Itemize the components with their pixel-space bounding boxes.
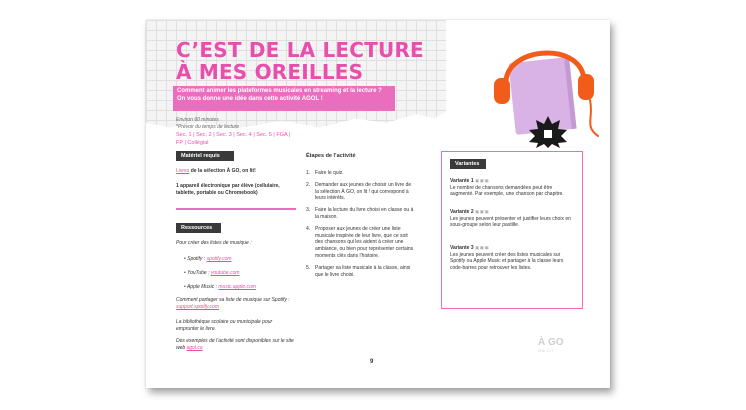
share-text: Comment partager sa liste de musique sur Spotify :: [176, 297, 290, 303]
variant-title: Variante 3: [450, 245, 474, 251]
etapes-header: Étapes de l’activité: [306, 153, 356, 159]
youtube-link[interactable]: youtube.com: [210, 270, 240, 276]
library-note: La bibliothèque scolaire ou municipale pour emprunter le livre.: [176, 319, 273, 332]
spotify-link[interactable]: spotify.com: [206, 256, 232, 262]
ressource-label: Apple Music :: [186, 284, 219, 290]
step-item: 2. Demander aux jeunes de choisir un livre de la sélection À GO, on lit ! qui correspond à leurs intérêts.: [306, 182, 416, 202]
variant-item: [450, 245, 576, 271]
step-item: 1. Faire le quiz.: [306, 170, 344, 176]
step-text: Demander aux jeunes de choisir un livre de la sélection À GO, on lit ! qui correspond à leurs intérêts.: [315, 181, 412, 202]
document-page: [146, 20, 610, 388]
ressource-label: Spotify :: [187, 256, 207, 262]
variant-text: Le nombre de chansons demandées peut être augmenté. Par exemple, une chanson par chapitre.: [450, 184, 564, 197]
materiel-item-2: 1 appareil électronique par élève (cellulaire, tablette, portable ou Chromebook): [176, 183, 280, 196]
examples-note: [176, 338, 298, 352]
title-line-2: À MES OREILLES: [176, 60, 364, 84]
examples-text: Des exemples de l’activité sont disponibles sur le site web: [176, 338, 294, 351]
livres-link[interactable]: Livres: [176, 168, 190, 174]
variant-item: [450, 178, 576, 198]
badge-squares: ▣▣▣: [475, 178, 490, 183]
step-text: Faire la lecture du livre choisi en classe ou à la maison.: [315, 207, 414, 220]
ressources-header: Ressources: [176, 223, 221, 233]
ressource-label: YouTube :: [187, 270, 211, 276]
materiel-item-1: [176, 168, 296, 175]
duration-note: *Prévoir du temps de lecture: [176, 123, 240, 130]
ressource-youtube: • YouTube : youtube.com: [184, 270, 240, 276]
subtitle-banner: Comment animer les plateformes musicales en streaming et la lecture ? On vous donne une idée dans cette activité AGOL !: [173, 86, 395, 111]
badge-squares: ▣▣▣: [475, 245, 490, 250]
logo-sub: ON LIT: [538, 348, 554, 353]
step-text: Faire le quiz.: [315, 170, 344, 176]
variant-title: Variante 1: [450, 178, 474, 184]
step-item: 4. Proposer aux jeunes de créer une liste musicale inspirée de leur livre, que ce soit des chansons qui les aident à créer une ambiance, ou bien pour représenter certains moments clés dans l’histoire.: [306, 226, 416, 260]
duration-block: [176, 117, 239, 130]
variant-text: Les jeunes peuvent présenter et justifier leurs choix en sous-groupe selon leur pastille.: [450, 215, 571, 228]
page-title: [176, 39, 426, 83]
headphones-book-illustration: [486, 30, 604, 148]
share-link[interactable]: support.spotify.com: [176, 303, 219, 310]
step-item: 3. Faire la lecture du livre choisi en classe ou à la maison.: [306, 207, 416, 221]
apple-music-link[interactable]: music.apple.com: [218, 284, 256, 290]
materiel-header: Matériel requis: [176, 151, 234, 161]
variantes-header: Variantes: [450, 159, 486, 169]
steps-list: [306, 170, 416, 283]
share-instructions: [176, 297, 296, 311]
page-number: 9: [370, 359, 374, 365]
badge-squares: ▣▣▣: [475, 209, 490, 214]
materiel-item-1-text: de la sélection À GO, on lit!: [189, 168, 256, 174]
duration-text: Environ 60 minutes: [176, 117, 219, 123]
ressource-apple-music: • Apple Music : music.apple.com: [184, 284, 256, 290]
variant-title: Variante 2: [450, 209, 474, 215]
variant-item: [450, 209, 576, 229]
variants-panel: [441, 151, 583, 309]
step-text: Partager sa liste musicale à la classe, ainsi que le livre choisi.: [315, 264, 411, 278]
section-divider: [176, 208, 296, 210]
step-text: Proposer aux jeunes de créer une liste musicale inspirée de leur livre, que ce soit des chansons qui les aident à créer une ambiance, ou bien pour représenter certains moments clés dans l’histoire.: [315, 225, 414, 259]
ressources-intro: Pour créer des listes de musique :: [176, 240, 252, 246]
logo-main: À GO: [538, 337, 564, 348]
school-levels: Sec. 1 | Sec. 2 | Sec. 3 | Sec. 4 | Sec. 5 | FGA | FP | Collégial: [176, 132, 291, 146]
title-line-1: C’EST DE LA LECTURE: [176, 38, 424, 62]
variant-text: Les jeunes peuvent créer des listes musicales sur Spotify ou Apple Music et partager à la classe leurs code-barres pour retrouver les listes.: [450, 251, 564, 271]
agol-link[interactable]: agol.ca: [186, 344, 203, 351]
ressource-spotify: • Spotify : spotify.com: [184, 256, 232, 262]
agol-logo: [538, 338, 572, 356]
step-item: 5. Partager sa liste musicale à la classe, ainsi que le livre choisi.: [306, 265, 416, 279]
